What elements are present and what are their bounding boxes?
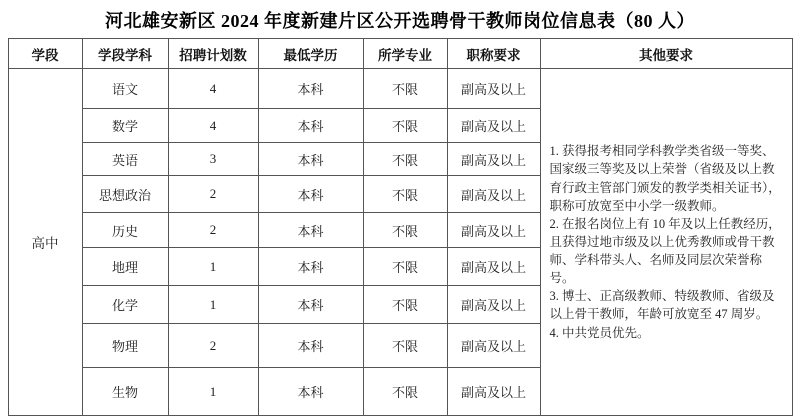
cell-major: 不限 [363, 324, 447, 368]
cell-subject: 语文 [82, 69, 168, 109]
page-title: 河北雄安新区 2024 年度新建片区公开选聘骨干教师岗位信息表（80 人） [105, 11, 695, 31]
other-requirement-item: 3. 博士、正高级教师、特级教师、省级及以上骨干教师，年龄可放宽至 47 周岁。 [549, 289, 775, 322]
cell-plan: 2 [168, 176, 258, 213]
cell-major: 不限 [363, 286, 447, 324]
cell-plan: 1 [168, 286, 258, 324]
header-major: 所学专业 [363, 39, 447, 69]
cell-min-education: 本科 [258, 213, 363, 248]
cell-other-requirements [540, 69, 792, 416]
cell-subject: 思想政治 [82, 176, 168, 213]
cell-min-education: 本科 [258, 368, 363, 416]
cell-title-requirement: 副高及以上 [447, 143, 540, 176]
cell-min-education: 本科 [258, 324, 363, 368]
cell-title-requirement: 副高及以上 [447, 69, 540, 109]
cell-min-education: 本科 [258, 248, 363, 286]
cell-plan: 1 [168, 368, 258, 416]
cell-title-requirement: 副高及以上 [447, 213, 540, 248]
header-title-requirement: 职称要求 [447, 39, 540, 69]
cell-major: 不限 [363, 176, 447, 213]
other-requirement-item: 1. 获得报考相同学科教学类省级一等奖、国家级三等奖及以上荣誉（省级及以上教育行政主管部门颁发的教学类相关证书），职称可放宽至中小学一级教师。 [549, 144, 781, 213]
cell-subject: 生物 [82, 368, 168, 416]
cell-subject: 英语 [82, 143, 168, 176]
cell-plan: 3 [168, 143, 258, 176]
position-info-table [8, 38, 793, 416]
cell-plan: 1 [168, 248, 258, 286]
cell-title-requirement: 副高及以上 [447, 324, 540, 368]
cell-plan: 2 [168, 324, 258, 368]
header-plan: 招聘计划数 [168, 39, 258, 69]
cell-major: 不限 [363, 213, 447, 248]
cell-plan: 4 [168, 69, 258, 109]
cell-plan: 2 [168, 213, 258, 248]
cell-title-requirement: 副高及以上 [447, 286, 540, 324]
cell-subject: 物理 [82, 324, 168, 368]
other-requirement-item: 4. 中共党员优先。 [549, 325, 650, 340]
cell-plan: 4 [168, 109, 258, 143]
cell-subject: 数学 [82, 109, 168, 143]
cell-major: 不限 [363, 368, 447, 416]
cell-title-requirement: 副高及以上 [447, 248, 540, 286]
other-requirement-item: 2. 在报名岗位上有 10 年及以上任教经历，且获得过地市级及以上优秀教师或骨干教师、学科带头人、名师及同层次荣誉称号。 [549, 216, 781, 286]
table-row [8, 69, 792, 109]
cell-stage: 高中 [8, 69, 82, 416]
header-stage: 学段 [8, 39, 82, 69]
cell-subject: 地理 [82, 248, 168, 286]
cell-title-requirement: 副高及以上 [447, 109, 540, 143]
cell-min-education: 本科 [258, 176, 363, 213]
header-row [8, 39, 792, 69]
cell-min-education: 本科 [258, 286, 363, 324]
cell-major: 不限 [363, 69, 447, 109]
cell-min-education: 本科 [258, 143, 363, 176]
cell-major: 不限 [363, 143, 447, 176]
cell-title-requirement: 副高及以上 [447, 368, 540, 416]
header-min-education: 最低学历 [258, 39, 363, 69]
cell-major: 不限 [363, 109, 447, 143]
cell-subject: 化学 [82, 286, 168, 324]
cell-major: 不限 [363, 248, 447, 286]
header-subject: 学段学科 [82, 39, 168, 69]
cell-subject: 历史 [82, 213, 168, 248]
header-other: 其他要求 [540, 39, 792, 69]
cell-min-education: 本科 [258, 109, 363, 143]
cell-title-requirement: 副高及以上 [447, 176, 540, 213]
cell-min-education: 本科 [258, 69, 363, 109]
